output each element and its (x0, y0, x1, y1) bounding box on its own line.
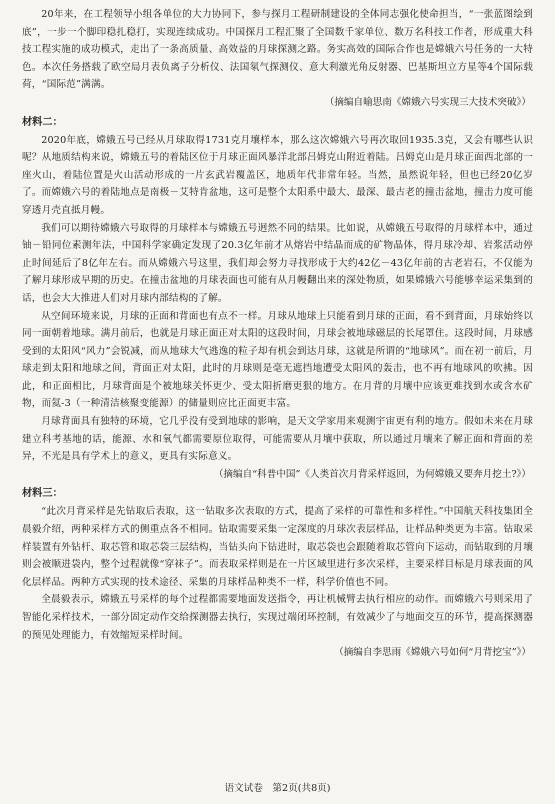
section-heading: 材料三： (22, 488, 63, 500)
material-three (22, 485, 533, 661)
body-paragraph: 月球背面具有独特的环境，它几乎没有受到地球的影响，是天文学家用来观测宇宙更有利的地方。假如未来在月球建立科考基地的话，能源、水和氧气都需要原位取得，可能需要从月壤中获取，所以通过月壤来了解正面和背面的差异，不光是具有学术上的意义，更具有实际意义。 (22, 416, 533, 463)
body-paragraph: 20年来，在工程领导小组各单位的大力协同下，参与探月工程研制建设的全体同志强化使命担当，“一张蓝图绘到底”，一步一个脚印稳扎稳打，实现连续成功。中国探月工程汇聚了全国数千家单位、数万名科技工作者，形成重大科技工程实施的成功模式，走出了一条高质量、高效益的月球探测之路。务实高效的国际合作也是嫦娥六号任务的一大特色。本次任务搭载了欧空局月表负离子分析仪、法国氡气探测仪、意大利激光角反射器、巴基斯坦立方星等4个国际载荷，“国际范”满满。 (22, 9, 533, 91)
body-paragraph: 全晨毅表示，嫦娥五号采样的每个过程都需要地面发送指令，再让机械臂去执行相应的动作。而嫦娥六号则采用了智能化采样技术，一部分固定动作交给探测器去执行，实现过端闭环控制，有效减少了与地面交互的环节，提高探测器的预见处理能力，有效缩短采样时间。 (22, 594, 533, 641)
page-footer: 语文试卷 第2页(共8页) (224, 783, 331, 794)
source-citation: （摘编自李思雨《嫦娥六号如何“月背挖宝”》） (334, 647, 531, 659)
body-paragraph: “此次月背采样是先钻取后表取，这一钻取多次表取的方式，提高了采样的可靠性和多样性。”中国航天科技集团全晨毅介绍，两种采样方式的侧重点各不相同。钻取需要采集一定深度的月球次表层样品，让样品种类更为丰富。钻取采样装置有外钻杆、取芯管和取芯袋三层结构，当钻头向下钻进时，取芯袋也会跟随着取芯管向下运动，而钻取到的月壤则会被顺进袋内，整个过程就像“穿袜子”。而表取采样则是在一片区域里进行多次采样，主要采样目标是月球表面的风化层样品。两种方式实现的技术途径、采集的月球样品种类不一样，科学价值也不同。 (22, 506, 533, 588)
source-citation: （摘编自“科普中国”《人类首次月背采样返回，为何嫦娥又要奔月挖土?》） (213, 468, 531, 480)
source-citation: （摘编自喻思南《嫦娥六号实现三大技术突破》） (324, 96, 531, 108)
body-paragraph: 从空间环境来说，月球的正面和背面也有点不一样。月球从地球上只能看到月球的正面，看不到背面，月球始终以同一面朝着地球。满月前后，也就是月球正面正对太阳的这段时间，月球会被地球磁层的长尾罩住。这段时间，月球感受到的太阳风“风力”会锐减，而从地球大气逃逸的粒子却有机会到达月球，这就是所谓的“地球风”。而在初一前后，月球走到太阳和地球之间，背面正对太阳，此时的月球则是毫无遮挡地遭受太阳风的轰击，也不再有地球风的吹拂。因此，和正面相比，月球背面是个被地球关怀更少、受太阳折磨更狠的地方。在月背的月壤中应该更难找到水或含水矿物，而氦-3（一种清洁核聚变能源）的储量则应比正面更丰富。 (22, 310, 533, 410)
body-paragraph: 2020年底，嫦娥五号已经从月球取得1731克月壤样本，那么这次嫦娥六号再次取回1935.3克，又会有哪些认识呢？从地质结构来说，嫦娥五号的着陆区位于月球正面风暴洋北部吕姆克山附近着陆。吕姆克山是月球正面西北部的一座火山，着陆位置是火山活动形成的一片玄武岩覆盖区，地质年代非常年轻。当然，虽然说年轻，但也已经20亿岁了。而嫦娥六号的着陆地点是南极－艾特肯盆地，这可是整个太阳系中最大、最深、最古老的撞击盆地，撞击力度可能穿透月壳直抵月幔。 (22, 134, 533, 216)
material-one-tail (22, 6, 533, 112)
body-paragraph: 我们可以期待嫦娥六号取得的月球样本与嫦娥五号迥然不同的结果。比如说，从嫦娥五号取得的月球样本中，通过铀－铅同位素测年法，中国科学家确定发现了20.3亿年前才从熔岩中结晶而成的矿物晶体，得月球冷却、岩浆活动停止时间延后了8亿年左右。而从嫦娥六号这里，我们却会努力寻找形成于大约42亿－43亿年前的古老岩石，不仅能为了解月球形成早期的历史。在撞击盆地的月球表面也可能有从月幔翻出来的深处物质，如果嫦娥六号能够幸运采集到的话，也会大大推进人们对月球内部结构的了解。 (22, 222, 533, 304)
material-two (22, 114, 533, 484)
section-heading: 材料二： (22, 116, 63, 128)
